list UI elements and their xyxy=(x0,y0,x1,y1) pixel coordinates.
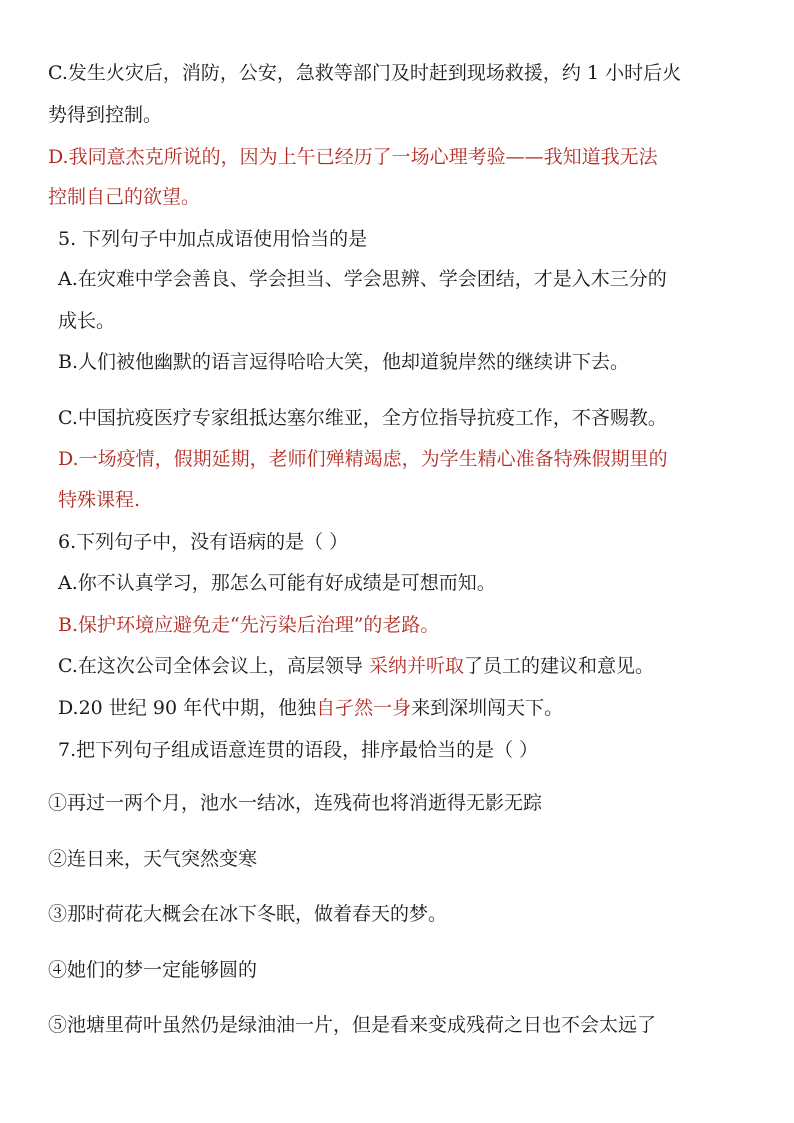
q7-sentence-3: ③那时荷花大概会在冰下冬眠，做着春天的梦。 xyxy=(48,903,448,925)
q4-option-c-line2: 势得到控制。 xyxy=(48,104,163,126)
q5-option-d-line1: D.一场疫情，假期延期，老师们殚精竭虑，为学生精心准备特殊假期里的 xyxy=(58,448,668,470)
q7-sentence-5: ⑤池塘里荷叶虽然仍是绿油油一片，但是看来变成残荷之日也不会太远了 xyxy=(48,1014,657,1036)
q6-option-c-highlight: 采纳并听取 xyxy=(368,655,464,677)
q4-option-d-line1: D.我同意杰克所说的，因为上午已经历了一场心理考验——我知道我无法 xyxy=(48,146,658,168)
q5-option-a-line1: A.在灾难中学会善良、学会担当、学会思辨、学会团结，才是入木三分的 xyxy=(58,268,667,290)
q5-option-b: B.人们被他幽默的语言逗得哈哈大笑，他却道貌岸然的继续讲下去。 xyxy=(58,351,630,373)
q7-sentence-4: ④她们的梦一定能够圆的 xyxy=(48,959,258,981)
q5-option-a-line2: 成长。 xyxy=(58,310,116,332)
q4-option-d-line2: 控制自己的欲望。 xyxy=(48,186,201,208)
q7-sentence-2: ②连日来，天气突然变寒 xyxy=(48,848,258,870)
q6-option-c-pre: C.在这次公司全体会议上，高层领导 xyxy=(58,655,369,677)
q6-option-b: B.保护环境应避免走“先污染后治理”的老路。 xyxy=(58,614,440,636)
q4-option-c-line1: C.发生火灾后，消防，公安，急救等部门及时赶到现场救援，约 1 小时后火 xyxy=(48,62,682,84)
q6-option-d-post: 来到深圳闯天下。 xyxy=(411,697,564,719)
q6-option-a: A.你不认真学习，那怎么可能有好成绩是可想而知。 xyxy=(58,572,496,594)
q6-option-d-highlight: 自孑然一身 xyxy=(316,697,412,719)
q7-stem: 7.把下列句子组成语意连贯的语段，排序最恰当的是（ ） xyxy=(58,739,539,761)
q6-stem: 6.下列句子中，没有语病的是（ ） xyxy=(58,531,349,553)
q6-option-c xyxy=(58,653,654,679)
q5-option-d-line2: 特殊课程. xyxy=(58,489,141,511)
q5-stem: 5. 下列句子中加点成语使用恰当的是 xyxy=(58,228,368,250)
q5-option-c: C.中国抗疫医疗专家组抵达塞尔维亚，全方位指导抗疫工作，不吝赐教。 xyxy=(58,407,667,429)
q6-option-d-pre: D.20 世纪 90 年代中期，他独 xyxy=(58,697,317,719)
q6-option-c-post: 了员工的建议和意见。 xyxy=(463,655,654,677)
q6-option-d xyxy=(58,695,563,721)
q7-sentence-1: ①再过一两个月，池水一结冰，连残荷也将消逝得无影无踪 xyxy=(48,792,543,814)
